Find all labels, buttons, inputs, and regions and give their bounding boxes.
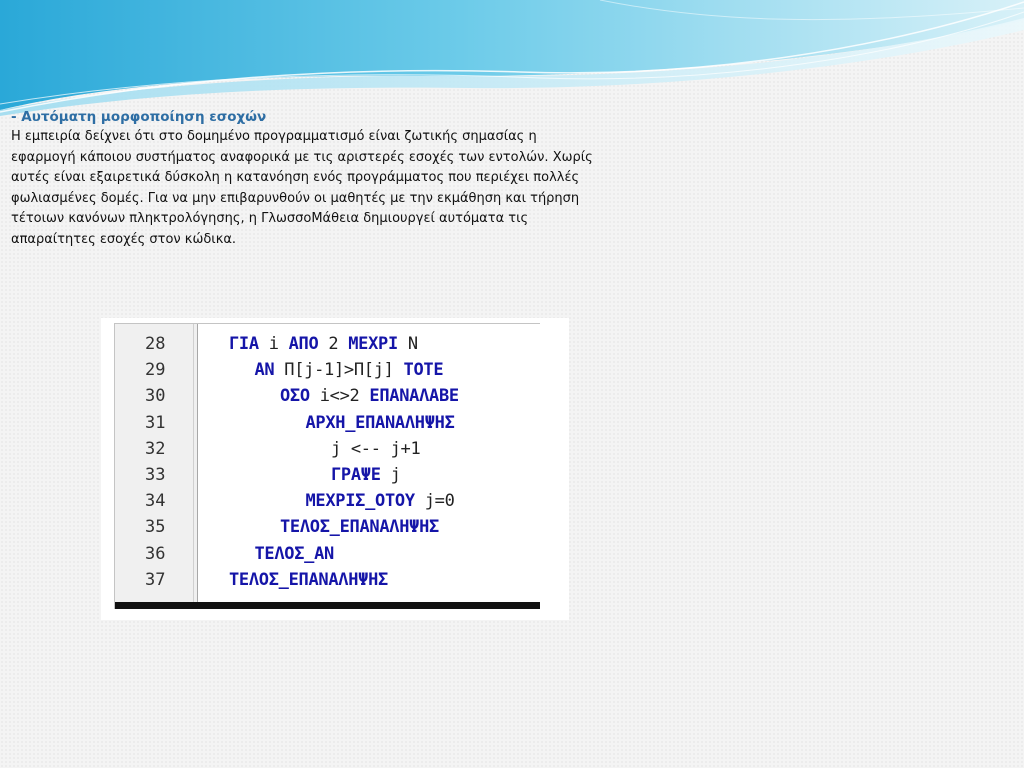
paragraph-line: φωλιασμένες δομές. Για να μην επιβαρυνθούν οι μαθητές με την εκμάθηση και τήρηση	[11, 190, 580, 206]
code-line	[331, 439, 420, 459]
code-keyword: ΤΕΛΟΣ_ΕΠΑΝΑΛΗΨΗΣ	[280, 517, 439, 538]
line-number: 32	[145, 438, 166, 459]
code-token: j=0	[414, 491, 455, 512]
code-keyword: ΑΠΟ	[288, 334, 319, 354]
code-keyword: ΤΕΛΟΣ_ΑΝ	[254, 543, 334, 564]
line-number: 28	[145, 334, 166, 354]
body-paragraph	[11, 127, 636, 250]
slide-text-block	[11, 107, 636, 250]
line-number: 34	[145, 491, 166, 512]
code-line	[229, 334, 418, 354]
code-token: j <-- j+1	[331, 438, 421, 459]
line-number: 29	[145, 360, 166, 381]
paragraph-line: αυτές είναι εξαιρετικά δύσκολη η κατανόηση ενός προγράμματος που περιέχει πολλές	[11, 170, 580, 185]
paragraph-line: εφαρμογή κάποιου συστήματος αναφορικά με τις αριστερές εσοχές των εντολών. Χωρίς	[11, 149, 593, 165]
code-token: N	[397, 334, 418, 354]
section-heading: - Αυτόματη μορφοποίηση εσοχών	[11, 109, 267, 125]
code-line	[229, 570, 388, 590]
code-editor-screenshot	[114, 323, 540, 609]
code-keyword: ΜΕΧΡΙ	[348, 334, 398, 354]
code-line	[280, 386, 459, 406]
code-line	[255, 544, 334, 564]
code-token: j	[380, 465, 401, 485]
horizontal-scrollbar	[115, 602, 540, 609]
line-number: 33	[145, 465, 166, 485]
code-keyword: ΑΝ	[254, 360, 275, 381]
paragraph-line: Η εμπειρία δείχνει ότι στο δομημένο προγραμματισμό είναι ζωτικής σημασίας η	[11, 129, 537, 144]
line-number: 37	[145, 569, 166, 590]
code-keyword: ΓΡΑΨΕ	[331, 465, 381, 485]
code-token: i	[258, 334, 289, 354]
paragraph-line: τέτοιων κανόνων πληκτρολόγησης, η ΓλωσσοΜάθεια δημιουργεί αυτόματα τις	[11, 211, 529, 226]
code-line	[306, 413, 455, 433]
code-line	[255, 360, 444, 380]
code-keyword: ΑΡΧΗ_ΕΠΑΝΑΛΗΨΗΣ	[305, 412, 455, 433]
code-keyword: ΟΣΟ	[280, 386, 310, 407]
code-keyword: ΕΠΑΝΑΛΑΒΕ	[369, 386, 459, 407]
header-wave-decoration	[0, 0, 1024, 120]
code-keyword: ΤΟΤΕ	[403, 360, 444, 381]
code-token: 2	[318, 334, 349, 354]
code-line	[306, 491, 455, 511]
code-keyword: ΜΕΧΡΙΣ_ΟΤΟΥ	[305, 491, 415, 512]
code-line	[280, 517, 439, 537]
paragraph-line: απαραίτητες εσοχές στον κώδικα.	[11, 231, 237, 247]
code-keyword: ΓΙΑ	[229, 334, 259, 354]
code-keyword: ΤΕΛΟΣ_ΕΠΑΝΑΛΗΨΗΣ	[229, 569, 388, 590]
line-number: 36	[145, 543, 166, 564]
code-token: i<>2	[309, 386, 370, 407]
line-number: 35	[145, 517, 166, 538]
code-token: Π[j-1]>Π[j]	[274, 360, 404, 381]
code-line	[331, 465, 401, 485]
line-number: 30	[145, 386, 166, 407]
line-number: 31	[145, 412, 166, 433]
